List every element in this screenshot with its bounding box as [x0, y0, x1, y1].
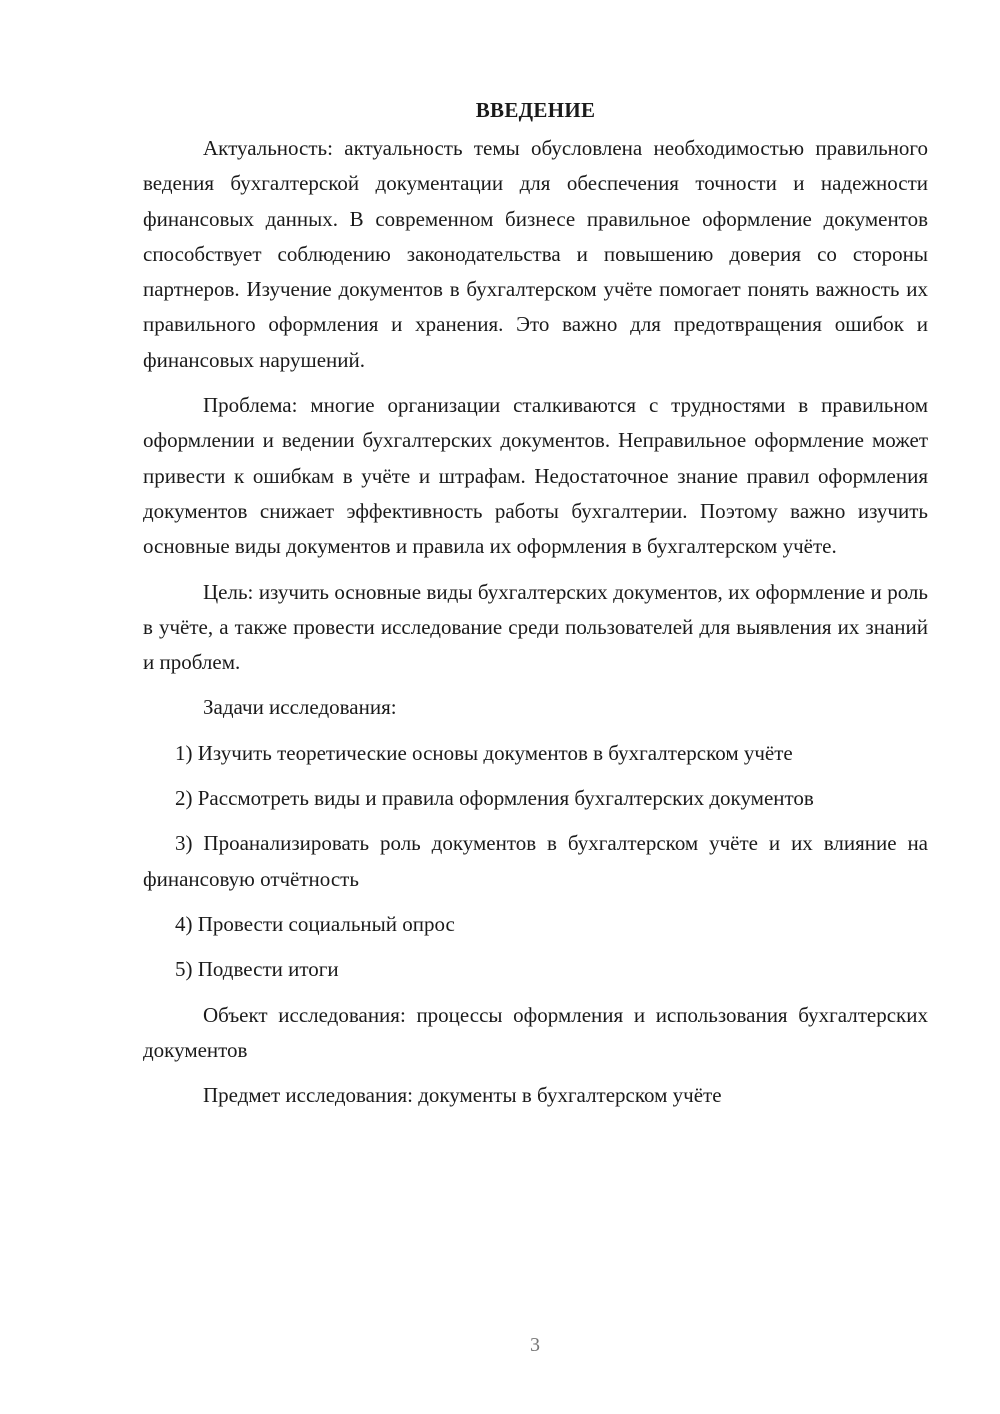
task-item-4: 4) Провести социальный опрос	[175, 911, 455, 936]
page-number: 3	[530, 1334, 540, 1356]
paragraph-tasks-heading: Задачи исследования:	[203, 695, 397, 720]
task-item-5: 5) Подвести итоги	[175, 957, 339, 982]
paragraph-subject: Предмет исследования: документы в бухгалтерском учёте	[203, 1083, 722, 1108]
paragraph-problem: Проблема: многие организации сталкиваются с трудностями в правильном оформлении и ведении бухгалтерских документов. Неправильное оформление может привести к ошибкам в учёте и штрафам. Недостаточное знание правил оформления документов снижает эффективность работы бухгалтерии. Поэтому важно изучить основные виды документов и правила их оформления в бухгалтерском учёте.	[143, 393, 928, 559]
paragraph-relevance: Актуальность: актуальность темы обусловлена необходимостью правильного ведения бухгалтерской документации для обеспечения точности и надежности финансовых данных. В современном бизнесе правильное оформление документов способствует соблюдению законодательства и повышению доверия со стороны партнеров. Изучение документов в бухгалтерском учёте помогает понять важность их правильного оформления и хранения. Это важно для предотвращения ошибок и финансовых нарушений.	[143, 136, 928, 372]
task-item-2: 2) Рассмотреть виды и правила оформления бухгалтерских документов	[175, 786, 814, 811]
paragraph-goal: Цель: изучить основные виды бухгалтерских документов, их оформление и роль в учёте, а также провести исследование среди пользователей для выявления их знаний и проблем.	[143, 579, 928, 675]
task-item-3: 3) Проанализировать роль документов в бухгалтерском учёте и их влияние на финансовую отчётность	[143, 831, 928, 891]
task-item-1: 1) Изучить теоретические основы документов в бухгалтерском учёте	[175, 740, 793, 765]
paragraph-object: Объект исследования: процессы оформления и использования бухгалтерских документов	[143, 1002, 928, 1062]
document-page	[143, 95, 928, 1123]
section-title: ВВЕДЕНИЕ	[475, 98, 596, 122]
